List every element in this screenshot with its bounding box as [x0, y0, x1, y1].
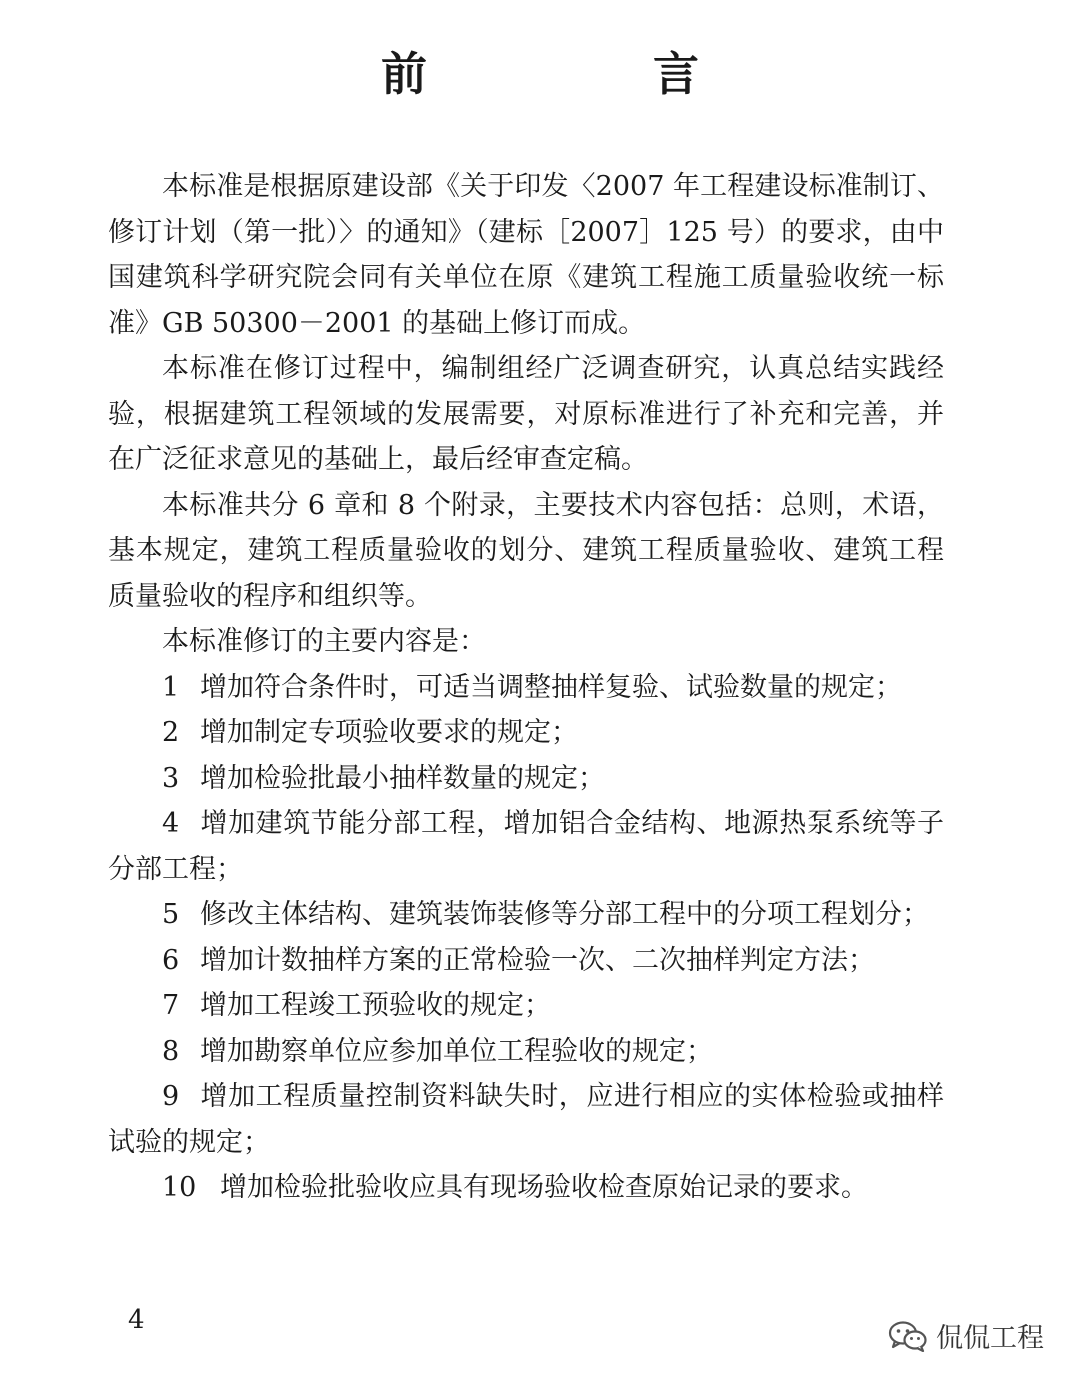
- list-item-number: 1: [162, 671, 180, 703]
- list-item: [108, 710, 944, 756]
- document-body: [108, 164, 944, 1211]
- list-item-text: 增加建筑节能分部工程，增加铝合金结构、地源热泵系统等子分部工程；: [108, 808, 944, 885]
- list-item-number: 6: [162, 944, 180, 976]
- page-title: 前 言: [381, 47, 789, 101]
- paragraph: 本标准共分 6 章和 8 个附录，主要技术内容包括：总则，术语，基本规定，建筑工程质量验收的划分、建筑工程质量验收、建筑工程质量验收的程序和组织等。: [108, 489, 944, 612]
- list-item-number: 9: [162, 1081, 180, 1112]
- list-item-number: 8: [162, 1035, 180, 1067]
- list-item-number: 5: [162, 899, 180, 930]
- list-item: [108, 1029, 944, 1075]
- list-item-number: 2: [162, 717, 180, 748]
- list-item-text: 增加勘察单位应参加单位工程验收的规定；: [200, 1035, 713, 1067]
- list-item: [108, 892, 944, 938]
- paragraph: 本标准是根据原建设部《关于印发〈2007 年工程建设标准制订、修订计划（第一批）〉的通知》（建标［2007］125 号）的要求，由中国建筑科学研究院会同有关单位在原《建筑工程施工质量验收统一标准》GB 50300－2001 的基础上修订而成。: [108, 171, 944, 339]
- list-item-text: 增加工程竣工预验收的规定；: [200, 990, 551, 1021]
- list-item-text: 增加计数抽样方案的正常检验一次、二次抽样判定方法；: [200, 944, 875, 976]
- list-item-text: 增加工程质量控制资料缺失时，应进行相应的实体检验或抽样试验的规定；: [108, 1081, 944, 1158]
- watermark: [888, 1316, 1044, 1355]
- watermark-text: 侃侃工程: [936, 1323, 1044, 1354]
- list-item-text: 修改主体结构、建筑装饰装修等分部工程中的分项工程划分；: [200, 899, 929, 930]
- list-item-number: 4: [162, 808, 180, 839]
- list-item-text: 增加检验批最小抽样数量的规定；: [200, 762, 605, 794]
- list-item: [108, 1074, 944, 1165]
- list-item: [108, 756, 944, 802]
- list-item-number: 7: [162, 990, 180, 1021]
- list-item-text: 增加制定专项验收要求的规定；: [200, 717, 578, 748]
- list-item-number: 3: [162, 762, 180, 794]
- list-item: [108, 665, 944, 711]
- list-item-number: 10: [162, 1172, 197, 1203]
- wechat-icon: [888, 1320, 928, 1352]
- list-item: [108, 801, 944, 892]
- list-item-text: 增加检验批验收应具有现场验收检查原始记录的要求。: [220, 1172, 868, 1203]
- paragraph: 本标准在修订过程中，编制组经广泛调查研究，认真总结实践经验，根据建筑工程领域的发展需要，对原标准进行了补充和完善，并在广泛征求意见的基础上，最后经审查定稿。: [108, 353, 944, 475]
- list-item-text: 增加符合条件时，可适当调整抽样复验、试验数量的规定；: [200, 671, 902, 703]
- paragraph: 本标准修订的主要内容是：: [162, 626, 486, 657]
- list-item: [108, 983, 944, 1029]
- list-item: [108, 1165, 944, 1211]
- page-number: 4: [128, 1305, 145, 1335]
- list-item: [108, 938, 944, 984]
